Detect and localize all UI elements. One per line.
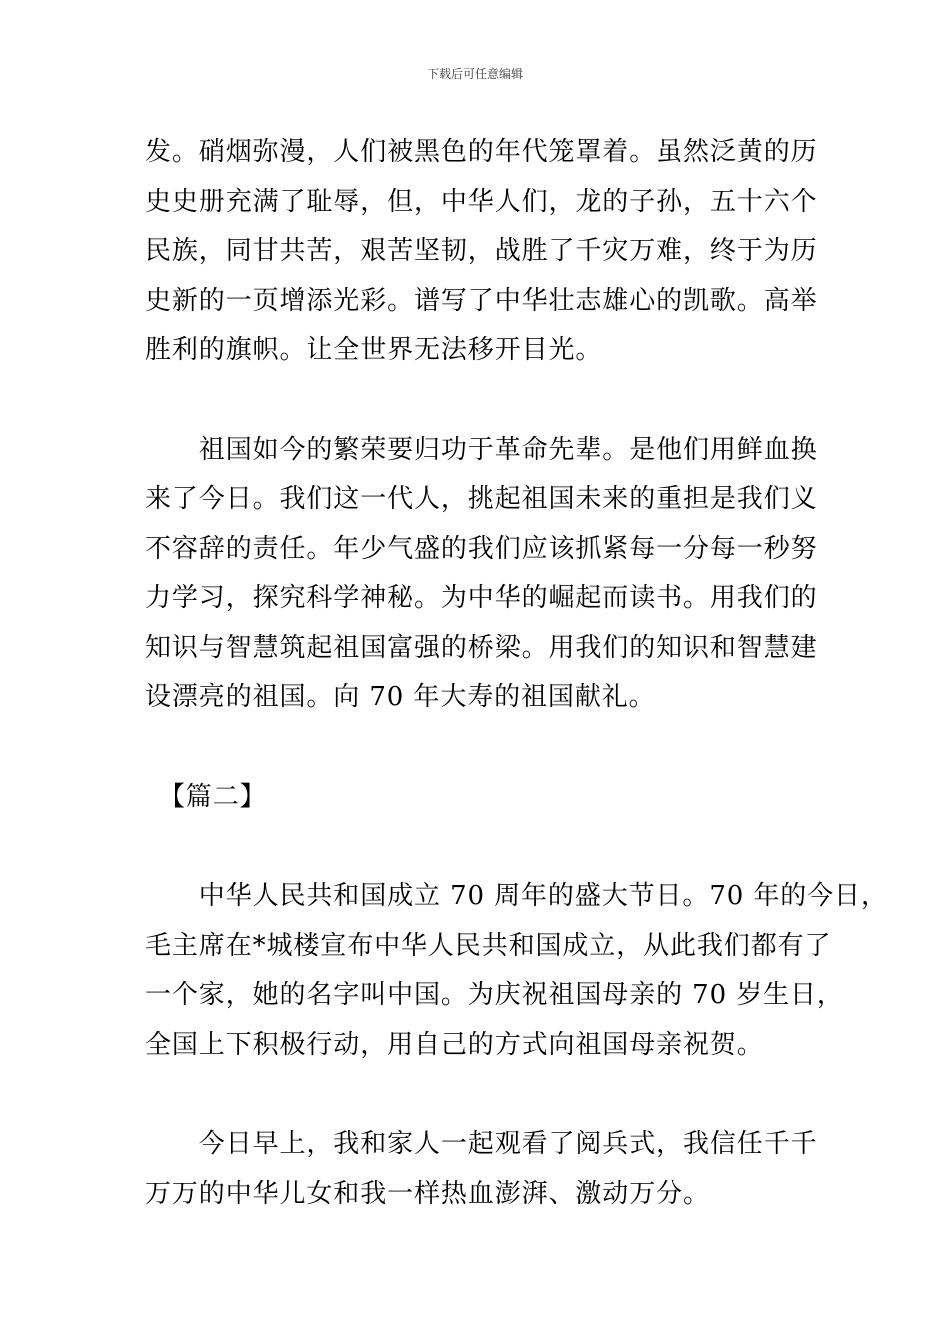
text-line: 一个家，她的名字叫中国。为庆祝祖国母亲的 70 岁生日， (145, 980, 844, 1010)
paragraph-gap (145, 376, 815, 426)
paragraph (145, 1120, 818, 1219)
text-line: 不容辞的责任。年少气盛的我们应该抓紧每一分每一秒努 (145, 533, 818, 564)
text-line: 今日早上，我和家人一起观看了阅兵式，我信任千千 (145, 1129, 818, 1159)
text-line: 万万的中华儿女和我一样热血澎湃、激动万分。 (145, 1178, 710, 1209)
text-line: 知识与智慧筑起祖国富强的桥梁。用我们的知识和智慧建 (145, 632, 818, 663)
text-line: 力学习，探究科学神秘。为中华的崛起而读书。用我们的 (145, 583, 818, 613)
text-line: 史史册充满了耻辱，但，中华人们，龙的子孙，五十六个 (145, 186, 818, 217)
text-line: 史新的一页增添光彩。谱写了中华壮志雄心的凯歌。高举 (145, 285, 818, 316)
text-line: 来了今日。我们这一代人，挑起祖国未来的重担是我们义 (145, 484, 818, 514)
text-line: 胜利的旗帜。让全世界无法移开目光。 (145, 335, 603, 365)
text-line: 发。硝烟弥漫，人们被黑色的年代笼罩着。虽然泛黄的历 (145, 137, 818, 167)
paragraph (145, 426, 818, 723)
text-line: 全国上下积极行动，用自己的方式向祖国母亲祝贺。 (145, 1029, 764, 1060)
document-body (145, 128, 888, 1219)
text-line: 民族，同甘共苦，艰苦坚韧，战胜了千灾万难，终于为历 (145, 236, 818, 266)
text-line: 设漂亮的祖国。向 70 年大寿的祖国献礼。 (145, 682, 656, 712)
paragraph-gap (145, 822, 815, 872)
paragraph (145, 872, 888, 1070)
paragraph-gap (145, 1070, 815, 1120)
text-line: 【篇二】 (145, 781, 267, 812)
page-header: 下载后可任意编辑 (426, 67, 523, 81)
section-heading (145, 773, 815, 823)
paragraph (145, 128, 818, 376)
text-line: 毛主席在*城楼宣布中华人民共和国成立，从此我们都有了 (145, 930, 832, 961)
text-line: 祖国如今的繁荣要归功于革命先辈。是他们用鲜血换 (145, 434, 818, 465)
paragraph-gap (145, 723, 815, 773)
text-line: 中华人民共和国成立 70 周年的盛大节日。70 年的今日， (145, 881, 888, 911)
